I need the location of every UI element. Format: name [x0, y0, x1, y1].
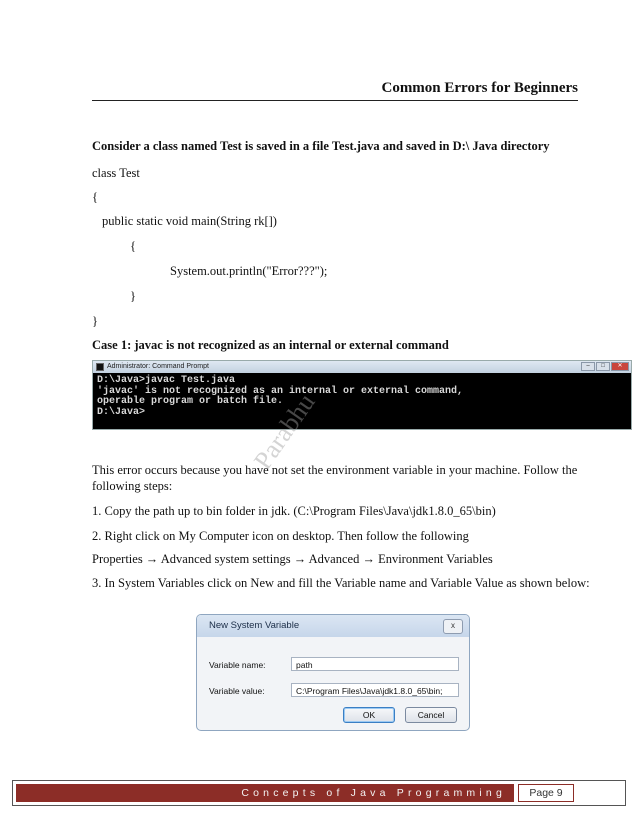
new-system-variable-dialog — [196, 614, 470, 731]
variable-name-input[interactable]: path — [291, 657, 459, 671]
step-2: 2. Right click on My Computer icon on desktop. Then follow the following — [92, 529, 469, 543]
code-line: public static void main(String rk[]) — [102, 214, 277, 228]
variable-value-label: Variable value: — [209, 686, 265, 696]
variable-value-input[interactable]: C:\Program Files\Java\jdk1.8.0_65\bin; — [291, 683, 459, 697]
step-1: 1. Copy the path up to bin folder in jdk. (C:\Program Files\Java\jdk1.8.0_65\bin) — [92, 504, 496, 518]
cmd-line: D:\Java> — [97, 406, 146, 418]
code-line: System.out.println("Error???"); — [170, 264, 328, 278]
code-line: } — [130, 289, 136, 303]
dialog-title: New System Variable — [209, 620, 300, 631]
cmd-line: operable program or batch file. — [97, 396, 284, 407]
cancel-button[interactable]: Cancel — [405, 707, 457, 723]
page-footer — [12, 780, 626, 806]
watermark: Parabhu — [248, 388, 321, 475]
footer-title: Concepts of Java Programming — [16, 784, 514, 802]
code-line: } — [92, 314, 98, 328]
close-icon[interactable]: ✕ — [611, 362, 629, 371]
code-line: { — [130, 239, 136, 253]
code-line: class Test — [92, 166, 140, 180]
case1-heading: Case 1: javac is not recognized as an internal or external command — [92, 338, 449, 352]
maximize-icon[interactable]: □ — [596, 362, 610, 371]
page-number: Page 9 — [518, 784, 574, 802]
close-icon[interactable]: x — [443, 619, 463, 634]
variable-name-label: Variable name: — [209, 660, 266, 670]
cmd-line: 'javac' is not recognized as an internal or external command, — [97, 385, 464, 397]
ok-button[interactable]: OK — [343, 707, 395, 723]
cmd-line: D:\Java>javac Test.java — [97, 375, 236, 386]
step-2-path: Properties → Advanced system settings → Advanced → Environment Variables — [92, 552, 493, 566]
command-prompt-titlebar — [93, 361, 631, 373]
header-title: Common Errors for Beginners — [381, 80, 578, 96]
command-prompt-output — [93, 373, 631, 421]
header-rule — [92, 100, 578, 101]
code-line: { — [92, 190, 98, 204]
cmd-icon — [96, 363, 104, 371]
command-prompt-window — [92, 360, 632, 430]
command-prompt-title: Administrator: Command Prompt — [107, 363, 209, 370]
step-3: 3. In System Variables click on New and fill the Variable name and Variable Value as shown below: — [92, 576, 590, 590]
minimize-icon[interactable]: – — [581, 362, 595, 371]
explanation-text: This error occurs because you have not set the environment variable in your machine. Follow the following steps: — [92, 463, 578, 493]
dialog-titlebar — [197, 615, 469, 637]
intro-text: Consider a class named Test is saved in a file Test.java and saved in D:\ Java directory — [92, 139, 550, 153]
